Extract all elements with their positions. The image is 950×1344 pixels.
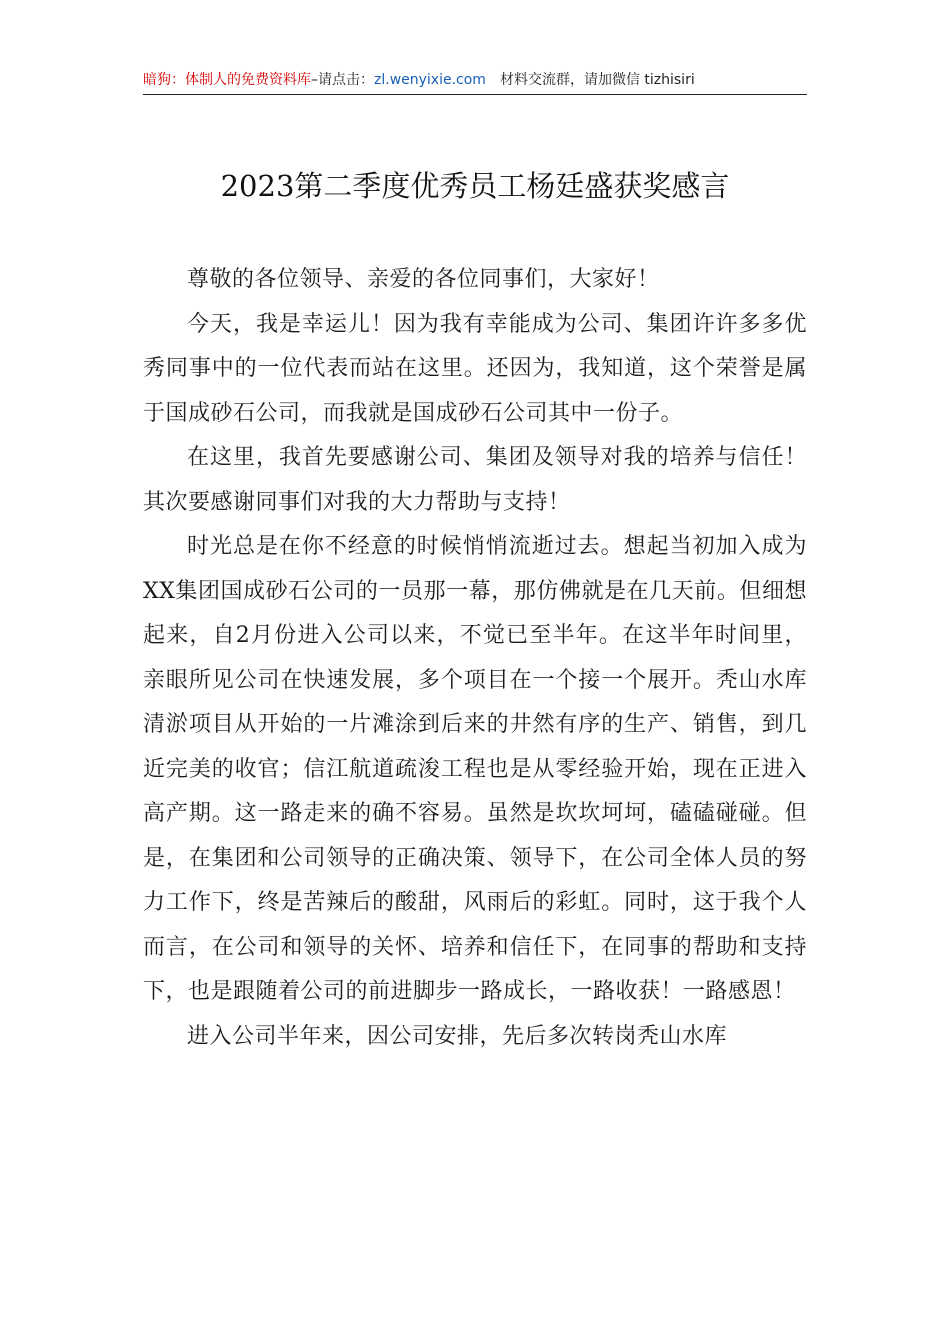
header-divider [143,94,807,95]
page-header [143,70,807,94]
header-wechat-note: 材料交流群，请加微信 tizhisiri [499,72,695,88]
document-body [143,258,807,1059]
paragraph: 时光总是在你不经意的时候悄悄流逝过去。想起当初加入成为XX集团国成砂石公司的一员那一幕，那仿佛就是在几天前。但细想起来，自2月份进入公司以来，不觉已至半年。在这半年时间里，亲眼所见公司在快速发展，多个项目在一个接一个展开。秃山水库清淤项目从开始的一片滩涂到后来的井然有序的生产、销售，到几近完美的收官；信江航道疏浚工程也是从零经验开始，现在正进入高产期。这一路走来的确不容易。虽然是坎坎坷坷，磕磕碰碰。但是，在集团和公司领导的正确决策、领导下，在公司全体人员的努力工作下，终是苦辣后的酸甜，风雨后的彩虹。同时，这于我个人而言，在公司和领导的关怀、培养和信任下，在同事的帮助和支持下，也是跟随着公司的前进脚步一路成长，一路收获！一路感恩！ [143,534,807,1004]
paragraph-greeting: 尊敬的各位领导、亲爱的各位同事们，大家好！ [187,267,660,292]
paragraph: 在这里，我首先要感谢公司、集团及领导对我的培养与信任！其次要感谢同事们对我的大力帮助与支持！ [143,445,807,515]
header-link[interactable]: zl.wenyixie.com [374,72,486,88]
document-title: 2023第二季度优秀员工杨廷盛获奖感言 [220,169,730,203]
paragraph: 进入公司半年来，因公司安排，先后多次转岗秃山水库 [187,1023,728,1049]
header-brand: 暗狗：体制人的免费资料库 [143,72,311,88]
header-click-prompt: –请点击： [311,72,374,88]
paragraph: 今天，我是幸运儿！因为我有幸能成为公司、集团许许多多优秀同事中的一位代表而站在这里。还因为，我知道，这个荣誉是属于国成砂石公司，而我就是国成砂石公司其中一份子。 [143,311,807,426]
